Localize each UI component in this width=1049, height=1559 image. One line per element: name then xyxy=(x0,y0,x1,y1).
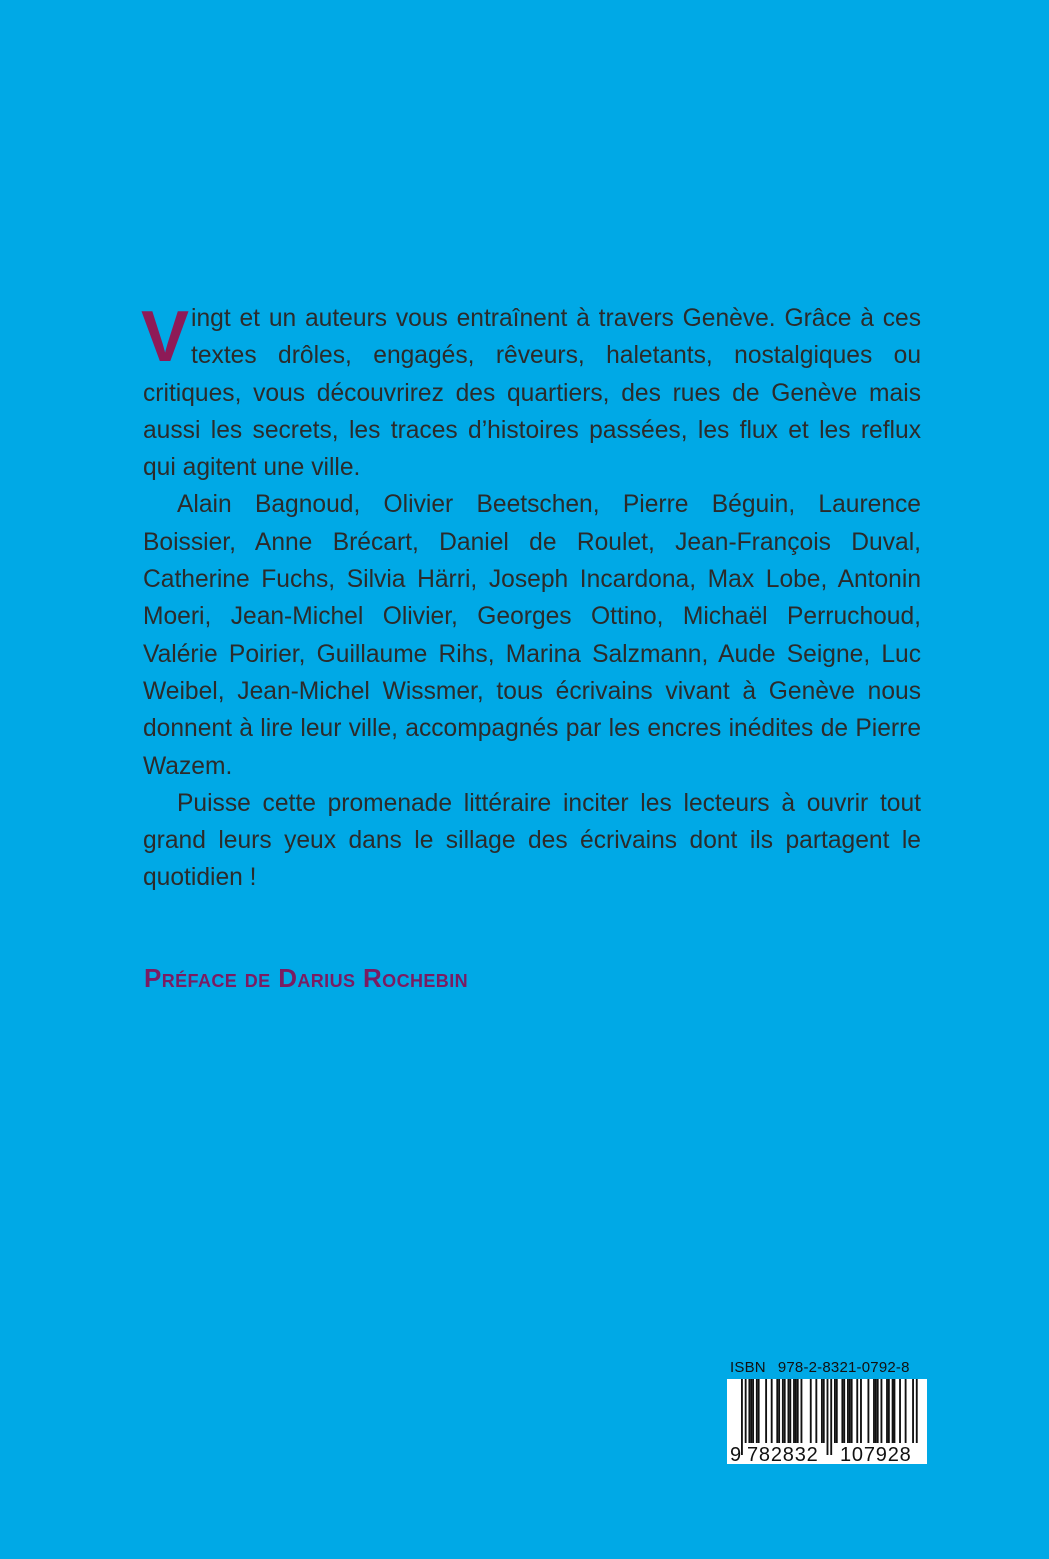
barcode-bar xyxy=(793,1379,795,1443)
barcode-bar xyxy=(795,1379,797,1443)
barcode-bar xyxy=(827,1379,829,1455)
barcode-bar xyxy=(756,1379,758,1443)
barcode-bar xyxy=(788,1379,790,1443)
barcode-bar xyxy=(851,1379,853,1443)
barcode-digits-right: 107928 xyxy=(840,1444,912,1464)
barcode-digit-first: 9 xyxy=(730,1444,742,1464)
barcode-bar xyxy=(899,1379,901,1443)
barcode-bar xyxy=(888,1379,890,1443)
isbn-label: ISBN xyxy=(730,1359,766,1376)
isbn-text xyxy=(730,1359,910,1376)
barcode-bar xyxy=(821,1379,823,1443)
back-cover-blurb xyxy=(141,297,921,897)
blurb-paragraph-1-text: ingt et un auteurs vous entraînent à travers Genève. Grâce à ces textes drôles, engagés, rêveurs, haletants, nostalgiques ou critiques, vous découvrirez des quartiers, des rues de Genève mais aussi les secrets, les traces d’histoires passées, les flux et les reflux qui agitent une ville. xyxy=(143,305,921,482)
barcode-bar xyxy=(748,1379,750,1443)
barcode-bar xyxy=(867,1379,869,1443)
barcode-bar xyxy=(797,1379,799,1443)
blurb-paragraph-1 xyxy=(141,297,921,486)
barcode-bar xyxy=(815,1379,817,1443)
barcode-bar xyxy=(873,1379,875,1443)
barcode-bar xyxy=(843,1379,845,1443)
barcode-bar xyxy=(847,1379,849,1443)
barcode-bar xyxy=(823,1379,825,1443)
barcode-bar xyxy=(810,1379,812,1443)
barcode-bar xyxy=(881,1379,883,1443)
barcode-bar xyxy=(789,1379,791,1443)
preface-credit: Préface de Darius Rochebin xyxy=(144,963,468,993)
barcode-bar xyxy=(750,1379,752,1443)
drop-cap: V xyxy=(141,297,190,377)
blurb-paragraph-2: Alain Bagnoud, Olivier Beetschen, Pierre Béguin, Laurence Boissier, Anne Brécart, Daniel de Roulet, Jean-François Duval, Catherine Fuchs, Silvia Härri, Joseph Incardona, Max Lobe, Antonin Moeri, Jean-Michel Olivier, Georges Ottino, Michaël Perruchoud, Valérie Poirier, Guillaume Rihs, Marina Salzmann, Aude Seigne, Luc Weibel, Jean-Michel Wissmer, tous écrivains vivant à Genève nous donnent à lire leur ville, accompagnés par les encres inédites de Pierre Wazem. xyxy=(143,491,921,780)
barcode-digits-left: 782832 xyxy=(747,1444,819,1464)
barcode-bar xyxy=(856,1379,858,1443)
barcode-bar xyxy=(771,1379,773,1443)
barcode-bar xyxy=(892,1379,894,1443)
barcode-bar xyxy=(905,1379,907,1443)
blurb-paragraph-3: Puisse cette promenade littéraire inciter les lecteurs à ouvrir tout grand leurs yeux dans le sillage des écrivains dont ils partagent le quotidien ! xyxy=(143,789,921,892)
barcode-bar xyxy=(752,1379,754,1443)
barcode-bar xyxy=(894,1379,896,1443)
barcode-bar xyxy=(834,1379,836,1443)
barcode-bar xyxy=(836,1379,838,1443)
barcode-bar xyxy=(782,1379,784,1443)
barcode-bar xyxy=(830,1379,832,1455)
barcode-bar xyxy=(849,1379,851,1443)
barcode-bar xyxy=(860,1379,862,1443)
barcode-bar xyxy=(758,1379,760,1443)
barcode-bar xyxy=(875,1379,877,1443)
barcode-image xyxy=(727,1379,927,1464)
barcode-bar xyxy=(886,1379,888,1443)
barcode-bar xyxy=(778,1379,780,1443)
barcode-bar xyxy=(741,1379,743,1455)
barcode-bar xyxy=(841,1379,843,1443)
isbn-number: 978-2-8321-0792-8 xyxy=(777,1359,910,1376)
barcode-bar xyxy=(784,1379,786,1443)
barcode-bar xyxy=(765,1379,767,1443)
barcode-bar xyxy=(776,1379,778,1443)
barcode-bar xyxy=(801,1379,803,1443)
isbn-barcode xyxy=(727,1359,927,1464)
barcode-bar xyxy=(877,1379,879,1443)
